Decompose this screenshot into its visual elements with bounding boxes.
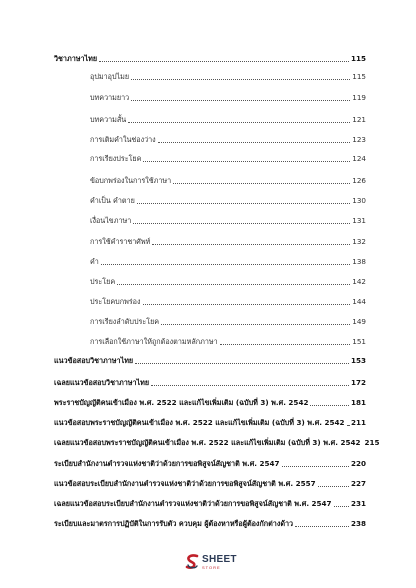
leader-dots: [135, 363, 349, 364]
toc-entry[interactable]: [90, 153, 366, 165]
toc-entry-label: เฉลยแนวข้อสอบพระราชบัญญัติคนเข้าเมือง พ.ศ. 2522 และแก้ไขเพิ่มเติม (ฉบับที่ 3) พ.ศ. 2542: [54, 438, 361, 447]
leader-dots: [151, 385, 349, 386]
toc-entry-page: 131: [352, 216, 366, 225]
toc-entry[interactable]: [54, 53, 366, 65]
toc-entry-page: 220: [350, 459, 366, 468]
toc-entry-page: 231: [350, 499, 366, 508]
toc-entry-label: แนวข้อสอบระเบียบสำนักงานตำรวจแห่งชาติว่าด้วยการขอพิสูจน์สัญชาติ พ.ศ. 2557: [54, 479, 316, 488]
toc-entry-label: บทความสั้น: [90, 115, 127, 124]
leader-dots: [161, 324, 350, 325]
toc-entry-page: 215: [364, 438, 380, 447]
leader-dots: [334, 506, 349, 507]
toc-entry-label: ระเบียบและมาตรการปฏิบัติในการรับตัว ควบคุม ผู้ต้องหาหรือผู้ต้องกักต่างด้าว: [54, 519, 294, 528]
toc-entry[interactable]: [90, 316, 366, 328]
leader-dots: [99, 61, 349, 62]
leader-dots: [347, 425, 349, 426]
toc-entry-page: 149: [352, 317, 366, 326]
logo-text: [202, 555, 237, 570]
toc-entry-label: คำเป็น คำตาย: [90, 196, 135, 205]
toc-entry-label: เงื่อนไขภาษา: [90, 216, 132, 225]
toc-entry-page: 144: [352, 297, 366, 306]
toc-entry-page: 151: [352, 337, 366, 346]
toc-entry-label: ระเบียบสำนักงานตำรวจแห่งชาติว่าด้วยการขอพิสูจน์สัญชาติ พ.ศ. 2547: [54, 459, 280, 468]
toc-entry-label: ประโยคบกพร่อง: [90, 297, 141, 306]
logo-word: SHEET: [202, 553, 237, 565]
toc-entry-page: 142: [352, 277, 366, 286]
leader-dots: [101, 264, 350, 265]
toc-entry-label: วิชาภาษาไทย: [54, 54, 98, 63]
toc-entry[interactable]: [90, 256, 366, 268]
toc-entry[interactable]: [90, 296, 366, 308]
toc-entry[interactable]: [90, 236, 366, 248]
toc-entry-page: 124: [352, 154, 366, 163]
toc-entry-page: 181: [350, 398, 366, 407]
toc-entry[interactable]: [90, 195, 366, 207]
leader-dots: [117, 284, 350, 285]
toc-entry[interactable]: [90, 92, 366, 104]
toc-entry-label: พระราชบัญญัติคนเข้าเมือง พ.ศ. 2522 และแก้ไขเพิ่มเติม (ฉบับที่ 3) พ.ศ. 2542: [54, 398, 309, 407]
toc-entry[interactable]: [54, 377, 366, 389]
toc-entry-label: บทความยาว: [90, 93, 130, 102]
toc-entry-label: แนวข้อสอบวิชาภาษาไทย: [54, 356, 134, 365]
toc-entry-page: 227: [350, 479, 366, 488]
leader-dots: [220, 344, 351, 345]
toc-entry-page: 153: [350, 356, 366, 365]
toc-entry-page: 130: [352, 196, 366, 205]
toc-entry-label: ข้อบกพร่องในการใช้ภาษา: [90, 176, 172, 185]
toc-entry[interactable]: [54, 397, 366, 409]
leader-dots: [173, 183, 350, 184]
leader-dots: [310, 405, 349, 406]
toc-entry[interactable]: [90, 175, 366, 187]
toc-entry[interactable]: [90, 114, 366, 126]
leader-dots: [133, 223, 350, 224]
toc-entry-page: 172: [350, 378, 366, 387]
leader-dots: [143, 304, 351, 305]
leader-dots: [131, 79, 350, 80]
toc-entry-label: แนวข้อสอบพระราชบัญญัติคนเข้าเมือง พ.ศ. 2522 และแก้ไขเพิ่มเติม (ฉบับที่ 3) พ.ศ. 2542: [54, 418, 345, 427]
toc-entry[interactable]: [90, 336, 366, 348]
toc-entry-page: 123: [352, 135, 366, 144]
toc-entry-page: 238: [350, 519, 366, 528]
leader-dots: [131, 100, 350, 101]
leader-dots: [158, 142, 351, 143]
toc-entry[interactable]: [54, 518, 366, 530]
toc-entry[interactable]: [54, 478, 366, 490]
leader-dots: [143, 161, 350, 162]
toc-entry-page: 121: [352, 115, 366, 124]
toc-entry[interactable]: [90, 215, 366, 227]
toc-entry-page: 211: [350, 418, 366, 427]
toc-entry-page: 132: [352, 237, 366, 246]
leader-dots: [152, 244, 350, 245]
toc-entry[interactable]: [54, 417, 366, 429]
toc-entry[interactable]: [54, 437, 380, 449]
toc-entry-label: การเรียงประโยค: [90, 154, 142, 163]
sheet-logo-icon: [186, 554, 199, 570]
toc-entry[interactable]: [90, 276, 366, 288]
toc-entry-page: 115: [352, 72, 366, 81]
logo-subtext: STORE: [202, 564, 221, 570]
sheet-store-logo: [186, 551, 236, 573]
toc-entry-label: การเลือกใช้ภาษาให้ถูกต้องตามหลักภาษา: [90, 337, 218, 346]
toc-entry-label: อุปมาอุปไมย: [90, 72, 130, 81]
leader-dots: [318, 486, 349, 487]
toc-entry[interactable]: [54, 498, 366, 510]
toc-entry[interactable]: [90, 71, 366, 83]
leader-dots: [128, 122, 350, 123]
toc-entry-label: เฉลยแนวข้อสอบระเบียบสำนักงานตำรวจแห่งชาติว่าด้วยการขอพิสูจน์สัญชาติ พ.ศ. 2547: [54, 499, 332, 508]
toc-entry[interactable]: [54, 458, 366, 470]
toc-entry-label: เฉลยแนวข้อสอบวิชาภาษาไทย: [54, 378, 150, 387]
toc-entry-label: การเรียงลำดับประโยค: [90, 317, 160, 326]
toc-entry-page: 126: [352, 176, 366, 185]
leader-dots: [137, 203, 350, 204]
leader-dots: [282, 466, 349, 467]
toc-entry-label: ประโยค: [90, 277, 116, 286]
toc-entry-label: การใช้คำราชาศัพท์: [90, 237, 151, 246]
toc-entry-page: 138: [352, 257, 366, 266]
toc-entry-page: 115: [350, 54, 366, 63]
leader-dots: [295, 526, 349, 527]
toc-entry-label: การเติมคำในช่องว่าง: [90, 135, 156, 144]
toc-entry-label: คำ: [90, 257, 99, 266]
toc-entry-page: 119: [352, 93, 366, 102]
toc-entry[interactable]: [54, 355, 366, 367]
toc-entry[interactable]: [90, 134, 366, 146]
